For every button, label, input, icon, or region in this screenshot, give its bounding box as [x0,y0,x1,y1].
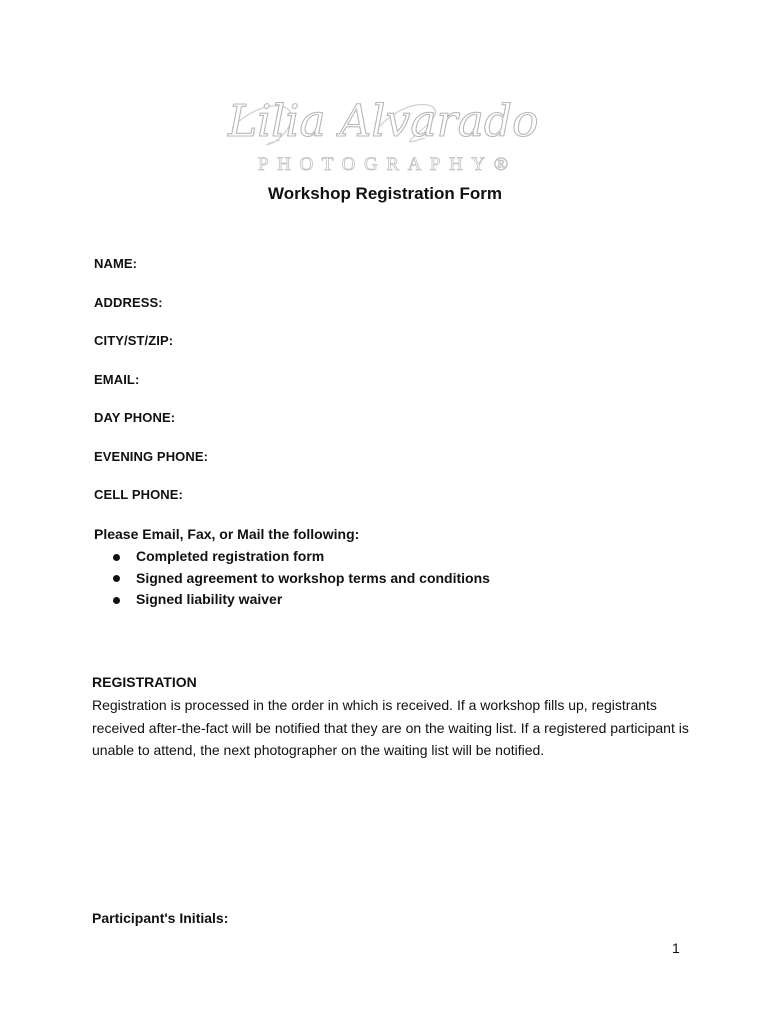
list-item-text: Completed registration form [136,548,325,564]
bullet-icon [113,597,120,604]
form-title: Workshop Registration Form [268,184,502,203]
cell-phone-label: CELL PHONE: [94,487,183,502]
list-item-text: Signed liability waiver [136,591,283,607]
required-documents-list [94,546,490,611]
list-item [94,589,490,611]
list-item [94,568,490,590]
list-item [94,546,490,568]
registration-body: Registration is processed in the order in which is received. If a workshop fills up, registrants received after-the-fact will be notified that they are on the waiting list. If a registered participant is unable to attend, the next photographer on the waiting list will be notified. [92,697,689,758]
email-label: EMAIL: [94,372,140,387]
day-phone-label: DAY PHONE: [94,410,176,425]
brand-wordmark-text: PHOTOGRAPHY® [258,154,517,175]
evening-phone-label: EVENING PHONE: [94,449,209,464]
participant-initials-label: Participant's Initials: [92,910,229,926]
brand-script-text: Lilia Alvarado [228,96,539,147]
list-item-text: Signed agreement to workshop terms and conditions [136,569,490,586]
name-label: NAME: [94,256,138,271]
city-state-zip-label: CITY/ST/ZIP: [94,333,174,348]
address-label: ADDRESS: [94,295,163,310]
submission-instructions-heading: Please Email, Fax, or Mail the following: [94,526,360,542]
bullet-icon [113,554,120,561]
bullet-icon [113,575,120,582]
registration-heading: REGISTRATION [92,674,197,690]
page-number: 1 [672,940,680,956]
brand-logo-graphic [220,88,550,183]
brand-logo [220,88,550,183]
